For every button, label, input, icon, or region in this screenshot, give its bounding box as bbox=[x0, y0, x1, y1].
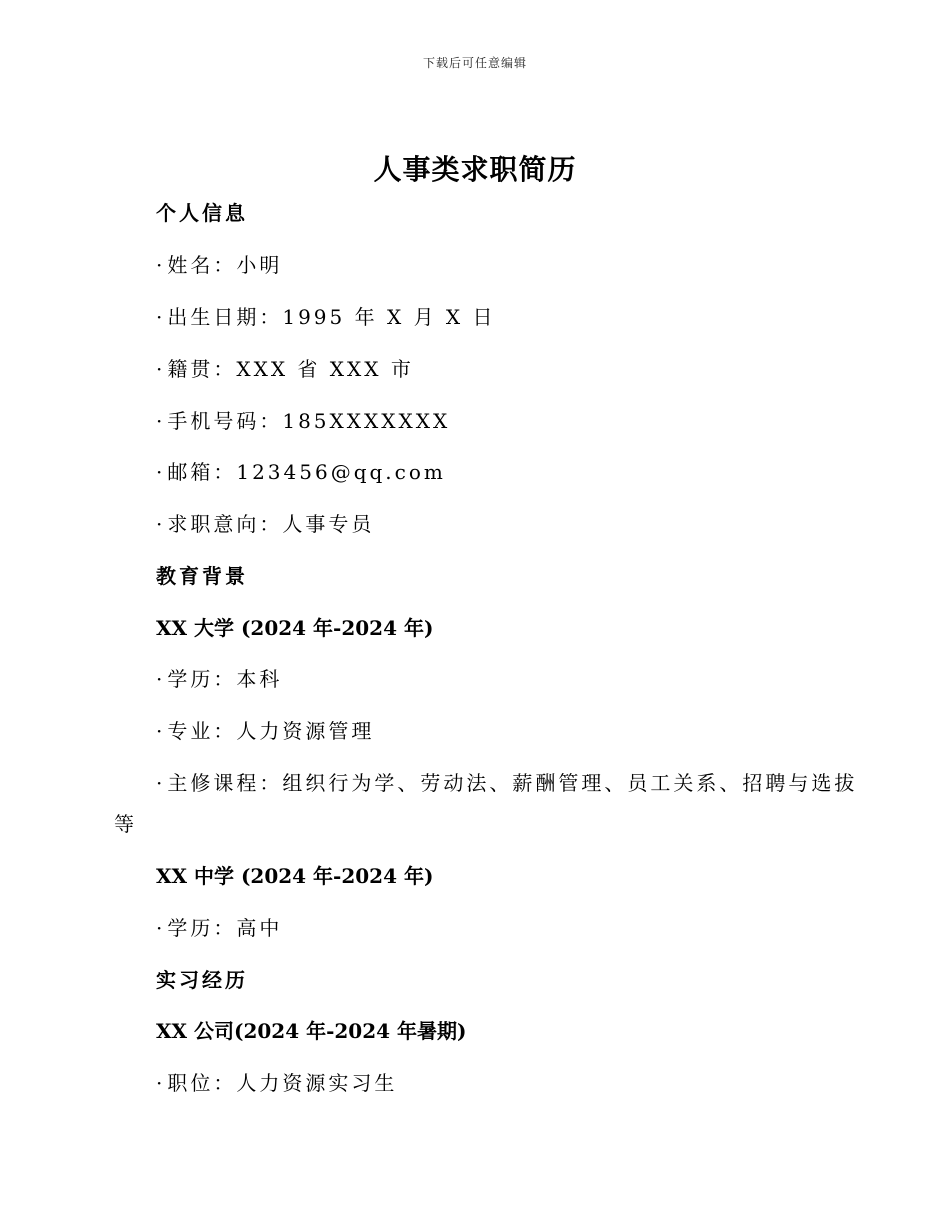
personal-item-text: 出生日期：1995 年 X 月 X 日 bbox=[167, 305, 496, 329]
internship-position bbox=[156, 1067, 397, 1096]
section-heading-education: 教育背景 bbox=[156, 564, 248, 588]
bullet: · bbox=[156, 719, 166, 743]
personal-item-hometown bbox=[156, 353, 414, 382]
personal-item-name bbox=[156, 249, 282, 278]
document-title: 人事类求职简历 bbox=[373, 153, 577, 186]
education-university-courses bbox=[156, 767, 857, 796]
bullet: · bbox=[156, 253, 166, 277]
section-heading-internship: 实习经历 bbox=[156, 968, 248, 992]
internship-item-text: 职位：人力资源实习生 bbox=[167, 1071, 398, 1095]
section-heading-personal: 个人信息 bbox=[156, 201, 248, 225]
education-university-courses-continued: 等 bbox=[114, 812, 134, 836]
bullet: · bbox=[156, 512, 166, 536]
personal-item-text: 求职意向：人事专员 bbox=[167, 512, 375, 536]
education-item-text: 专业：人力资源管理 bbox=[167, 719, 375, 743]
bullet: · bbox=[156, 357, 166, 381]
bullet: · bbox=[156, 409, 166, 433]
page-header-note: 下载后可任意编辑 bbox=[422, 56, 527, 70]
personal-item-birthdate bbox=[156, 301, 496, 330]
bullet: · bbox=[156, 916, 166, 940]
personal-item-text: 邮箱：123456@qq.com bbox=[167, 460, 446, 484]
personal-item-text: 籍贯：XXX 省 XXX 市 bbox=[167, 357, 414, 381]
bullet: · bbox=[156, 460, 166, 484]
education-university-degree bbox=[156, 663, 282, 692]
bullet: · bbox=[156, 305, 166, 329]
personal-item-text: 手机号码：185XXXXXXX bbox=[167, 409, 451, 433]
education-item-text: 主修课程：组织行为学、劳动法、薪酬管理、员工关系、招聘与选拔 bbox=[167, 771, 858, 795]
education-university-major bbox=[156, 715, 374, 744]
bullet: · bbox=[156, 771, 166, 795]
internship-company: XX 公司(2024 年-2024 年暑期) bbox=[156, 1019, 467, 1043]
personal-item-email bbox=[156, 456, 446, 485]
bullet: · bbox=[156, 667, 166, 691]
education-item-text: 学历：本科 bbox=[167, 667, 283, 691]
personal-item-text: 姓名：小明 bbox=[167, 253, 283, 277]
education-item-text: 学历：高中 bbox=[167, 916, 283, 940]
education-university-name: XX 大学 (2024 年-2024 年) bbox=[156, 616, 434, 640]
personal-item-job-intention bbox=[156, 508, 374, 537]
education-highschool-degree bbox=[156, 912, 282, 941]
education-highschool-name: XX 中学 (2024 年-2024 年) bbox=[156, 864, 434, 888]
bullet: · bbox=[156, 1071, 166, 1095]
personal-item-phone bbox=[156, 405, 450, 434]
